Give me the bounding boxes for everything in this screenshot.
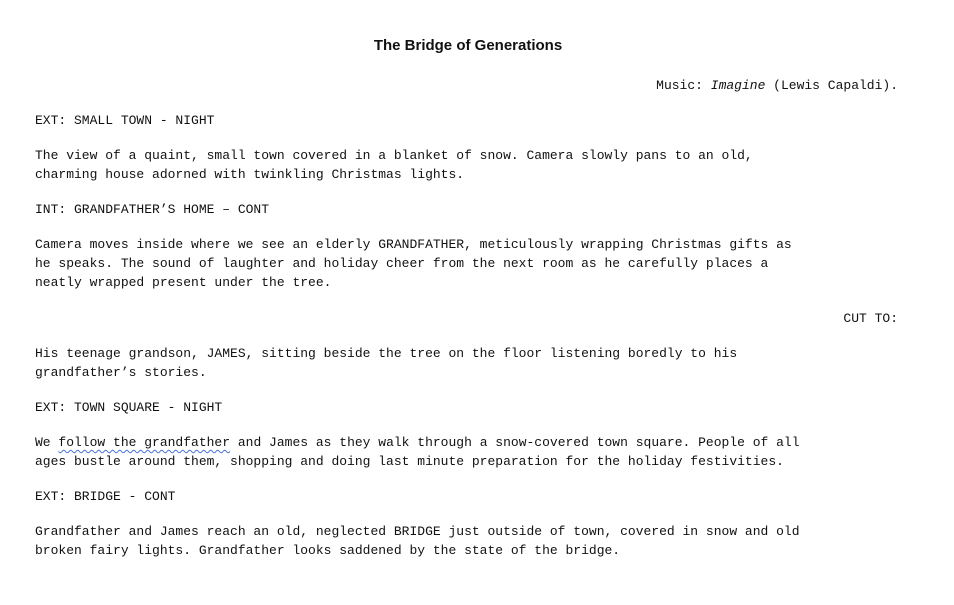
scene-heading-town-square: EXT: TOWN SQUARE - NIGHT: [35, 400, 223, 415]
scene-heading-small-town: EXT: SMALL TOWN - NIGHT: [35, 113, 215, 128]
action-line: ages bustle around them, shopping and doing last minute preparation for the holiday festivities.: [35, 454, 784, 469]
music-note: [656, 76, 898, 95]
action-line: [35, 433, 800, 452]
action-line: His teenage grandson, JAMES, sitting beside the tree on the floor listening boredly to his: [35, 346, 738, 361]
action-line: grandfather’s stories.: [35, 365, 207, 380]
music-song-title: Imagine: [710, 78, 766, 93]
transition-cut-to: CUT TO:: [843, 311, 898, 326]
action-text: We: [35, 435, 59, 450]
document-title: The Bridge of Generations: [373, 37, 563, 54]
action-line: The view of a quaint, small town covered in a blanket of snow. Camera slowly pans to an old,: [35, 148, 753, 163]
spellcheck-flagged-text[interactable]: follow the grandfather: [58, 435, 231, 450]
scene-heading-grandfathers-home: INT: GRANDFATHER’S HOME – CONT: [35, 202, 270, 217]
action-line: charming house adorned with twinkling Christmas lights.: [35, 167, 465, 182]
action-line: broken fairy lights. Grandfather looks saddened by the state of the bridge.: [35, 543, 621, 558]
action-line: Grandfather and James reach an old, neglected BRIDGE just outside of town, covered in snow and old: [35, 524, 800, 539]
action-text: and James as they walk through a snow-covered town square. People of all: [230, 435, 800, 450]
action-line: Camera moves inside where we see an elderly GRANDFATHER, meticulously wrapping Christmas gifts as: [35, 237, 792, 252]
music-suffix: (Lewis Capaldi).: [765, 78, 898, 93]
action-line: he speaks. The sound of laughter and holiday cheer from the next room as he carefully places a: [35, 256, 769, 271]
scene-heading-bridge: EXT: BRIDGE - CONT: [35, 489, 176, 504]
music-prefix: Music:: [656, 78, 711, 93]
action-line: neatly wrapped present under the tree.: [35, 275, 332, 290]
